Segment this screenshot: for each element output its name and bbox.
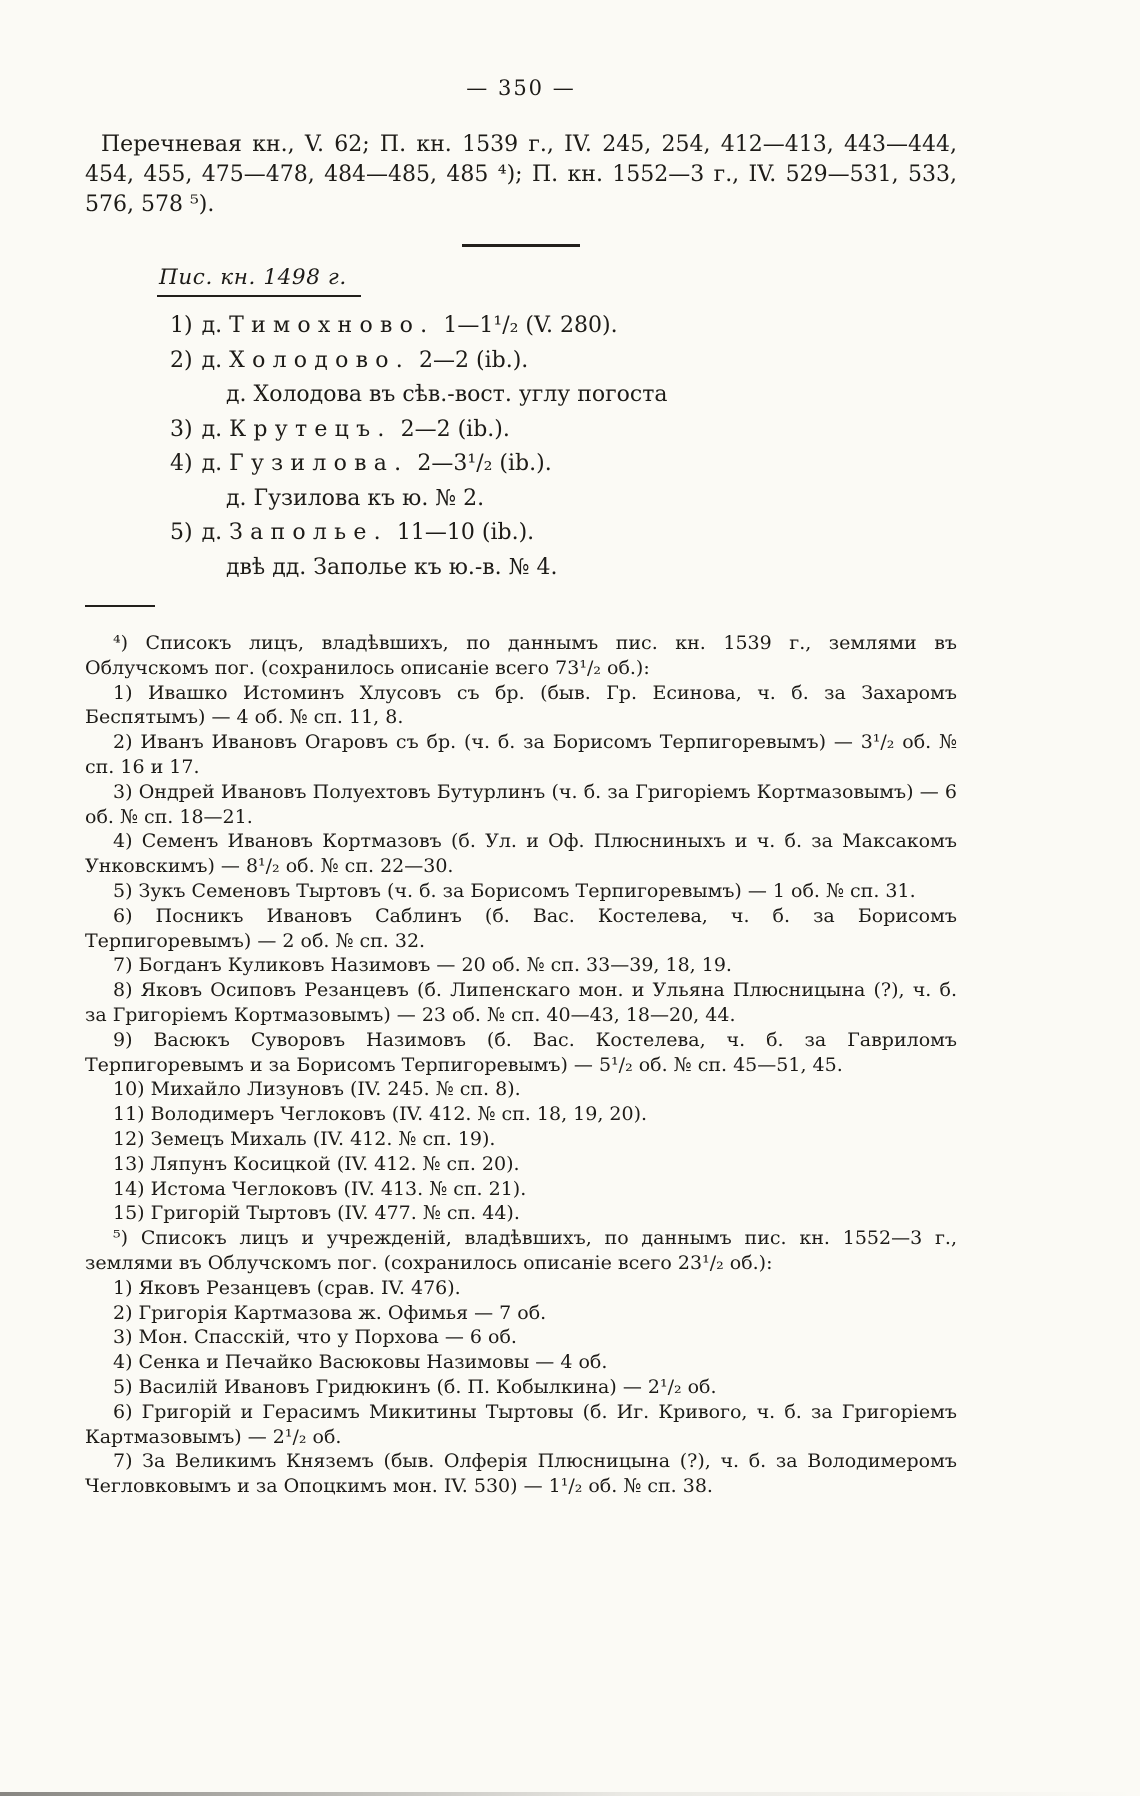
footnote-item: 1) Ивашко Истоминъ Хлусовъ съ бр. (быв. Гр. Есинова, ч. б. за Захаромъ Беспятымъ) — 4 об. № сп. 11, 8. xyxy=(85,681,957,729)
footnote-item: 8) Яковъ Осиповъ Резанцевъ (б. Липенскаго мон. и Ульяна Плюсницына (?), ч. б. за Григоріемъ Кортмазовымъ) — 23 об. № сп. 40—43, 18—20, 44. xyxy=(85,979,957,1026)
footnote-item: 1) Яковъ Резанцевъ (срав. IV. 476). xyxy=(113,1276,461,1299)
page-number: — 350 — xyxy=(466,76,576,100)
item-prefix: д. xyxy=(201,520,223,545)
book-page xyxy=(85,76,957,1499)
list-item xyxy=(85,516,957,551)
footnote-separator xyxy=(85,605,155,607)
footnote-item: 6) Григорій и Герасимъ Микитины Тыртовы (б. Иг. Кривого, ч. б. за Григоріемъ Картмазовымъ) — 2¹/₂ об. xyxy=(85,1400,957,1448)
list-item-continuation: д. Холодова въ сѣв.-вост. углу погоста xyxy=(226,382,668,407)
footnote-item: 4) Семенъ Ивановъ Кортмазовъ (б. Ул. и Оф. Плюсниныхъ и ч. б. за Максакомъ Унковскимъ) — 8¹/₂ об. № сп. 22—30. xyxy=(85,830,957,878)
footnote-item: 6) Посникъ Ивановъ Саблинъ (б. Вас. Костелева, ч. б. за Борисомъ Терпигоревымъ) — 2 об. № сп. 32. xyxy=(85,904,957,952)
village-name: Заполье. xyxy=(229,520,388,545)
footnote-item: 4) Сенка и Печайко Васюковы Назимовы — 4 об. xyxy=(113,1351,608,1374)
footnote-item: 5) Василій Ивановъ Гридюкинъ (б. П. Кобылкина) — 2¹/₂ об. xyxy=(113,1375,717,1398)
village-name: Гузилова. xyxy=(229,451,409,476)
footnote-5-intro: ⁵) Списокъ лицъ и учрежденій, владѣвшихъ, по даннымъ пис. кн. 1552—3 г., землями въ Облучскомъ пог. (сохранилось описаніе всего 23¹/₂ об.): xyxy=(85,1227,957,1274)
item-prefix: д. xyxy=(201,451,223,476)
item-values: 2—3¹/₂ (ib.). xyxy=(417,451,552,476)
footnote-item: 11) Володимеръ Чеглоковъ (IV. 412. № сп. 18, 19, 20). xyxy=(113,1103,648,1126)
item-values: 2—2 (ib.). xyxy=(419,347,529,373)
footnote-item: 15) Григорій Тыртовъ (IV. 477. № сп. 44). xyxy=(113,1202,520,1225)
village-name: Крутецъ. xyxy=(229,416,392,442)
footnotes-block xyxy=(85,631,957,1499)
item-prefix: д. xyxy=(201,313,223,338)
section-divider xyxy=(462,244,580,247)
list-item xyxy=(85,447,957,482)
footnote-item: 7) За Великимъ Княземъ (быв. Олферія Плюсницына (?), ч. б. за Володимеромъ Чегловковымъ и за Опоцкимъ мон. IV. 530) — 1¹/₂ об. № сп. 38. xyxy=(85,1450,957,1498)
item-number: 4) xyxy=(170,451,193,476)
item-number: 1) xyxy=(170,313,193,338)
footnote-item: 13) Ляпунъ Косицкой (IV. 412. № сп. 20). xyxy=(113,1152,520,1175)
list-item xyxy=(85,344,957,379)
list-item xyxy=(85,413,957,448)
item-number: 3) xyxy=(170,416,193,442)
item-values: 11—10 (ib.). xyxy=(396,520,535,545)
scan-edge-shadow xyxy=(0,1792,1140,1796)
item-values: 1—1¹/₂ (V. 280). xyxy=(443,313,618,338)
section-heading: Пис. кн. 1498 г. xyxy=(157,265,361,297)
footnote-item: 5) Зукъ Семеновъ Тыртовъ (ч. б. за Борисомъ Терпигоревымъ) — 1 об. № сп. 31. xyxy=(113,879,916,902)
item-prefix: д. xyxy=(201,347,223,373)
list-item-continuation: д. Гузилова къ ю. № 2. xyxy=(226,485,485,511)
village-name: Холодово. xyxy=(229,347,411,373)
intro-paragraph: Перечневая кн., V. 62; П. кн. 1539 г., IV. 245, 254, 412—413, 443—444, 454, 455, 475—478, 484—485, 485 ⁴); П. кн. 1552—3 г., IV. 529—531, 533, 576, 578 ⁵). xyxy=(85,132,957,217)
footnote-item: 3) Мон. Спасскій, что у Порхова — 6 об. xyxy=(113,1326,517,1349)
footnote-item: 2) Григорія Картмазова ж. Офимья — 7 об. xyxy=(113,1301,547,1324)
footnote-item: 7) Богданъ Куликовъ Назимовъ — 20 об. № сп. 33—39, 18, 19. xyxy=(113,954,732,977)
list-item xyxy=(85,309,957,344)
footnote-4-intro: ⁴) Списокъ лицъ, владѣвшихъ, по даннымъ пис. кн. 1539 г., землями въ Облучскомъ пог. (сохранилось описаніе всего 73¹/₂ об.): xyxy=(85,632,957,679)
item-number: 2) xyxy=(170,347,193,373)
footnote-item: 2) Иванъ Ивановъ Огаровъ съ бр. (ч. б. за Борисомъ Терпигоревымъ) — 3¹/₂ об. № сп. 16 и 17. xyxy=(85,731,957,778)
item-number: 5) xyxy=(170,520,193,545)
footnote-item: 14) Истома Чеглоковъ (IV. 413. № сп. 21). xyxy=(113,1177,527,1200)
list-item-continuation: двѣ дд. Заполье къ ю.-в. № 4. xyxy=(226,554,558,580)
item-values: 2—2 (ib.). xyxy=(400,416,510,442)
footnote-item: 9) Васюкъ Суворовъ Назимовъ (б. Вас. Костелева, ч. б. за Гавриломъ Терпигоревымъ и за Борисомъ Терпигоревымъ) — 5¹/₂ об. № сп. 45—51, 45. xyxy=(85,1028,957,1076)
village-list xyxy=(85,309,957,585)
item-prefix: д. xyxy=(201,416,223,442)
footnote-item: 12) Земецъ Михаль (IV. 412. № сп. 19). xyxy=(113,1127,496,1150)
village-name: Тимохново. xyxy=(229,313,435,338)
footnote-item: 10) Михайло Лизуновъ (IV. 245. № сп. 8). xyxy=(113,1078,521,1101)
footnote-item: 3) Ондрей Ивановъ Полуехтовъ Бутурлинъ (ч. б. за Григоріемъ Кортмазовымъ) — 6 об. № сп. 18—21. xyxy=(85,780,957,828)
